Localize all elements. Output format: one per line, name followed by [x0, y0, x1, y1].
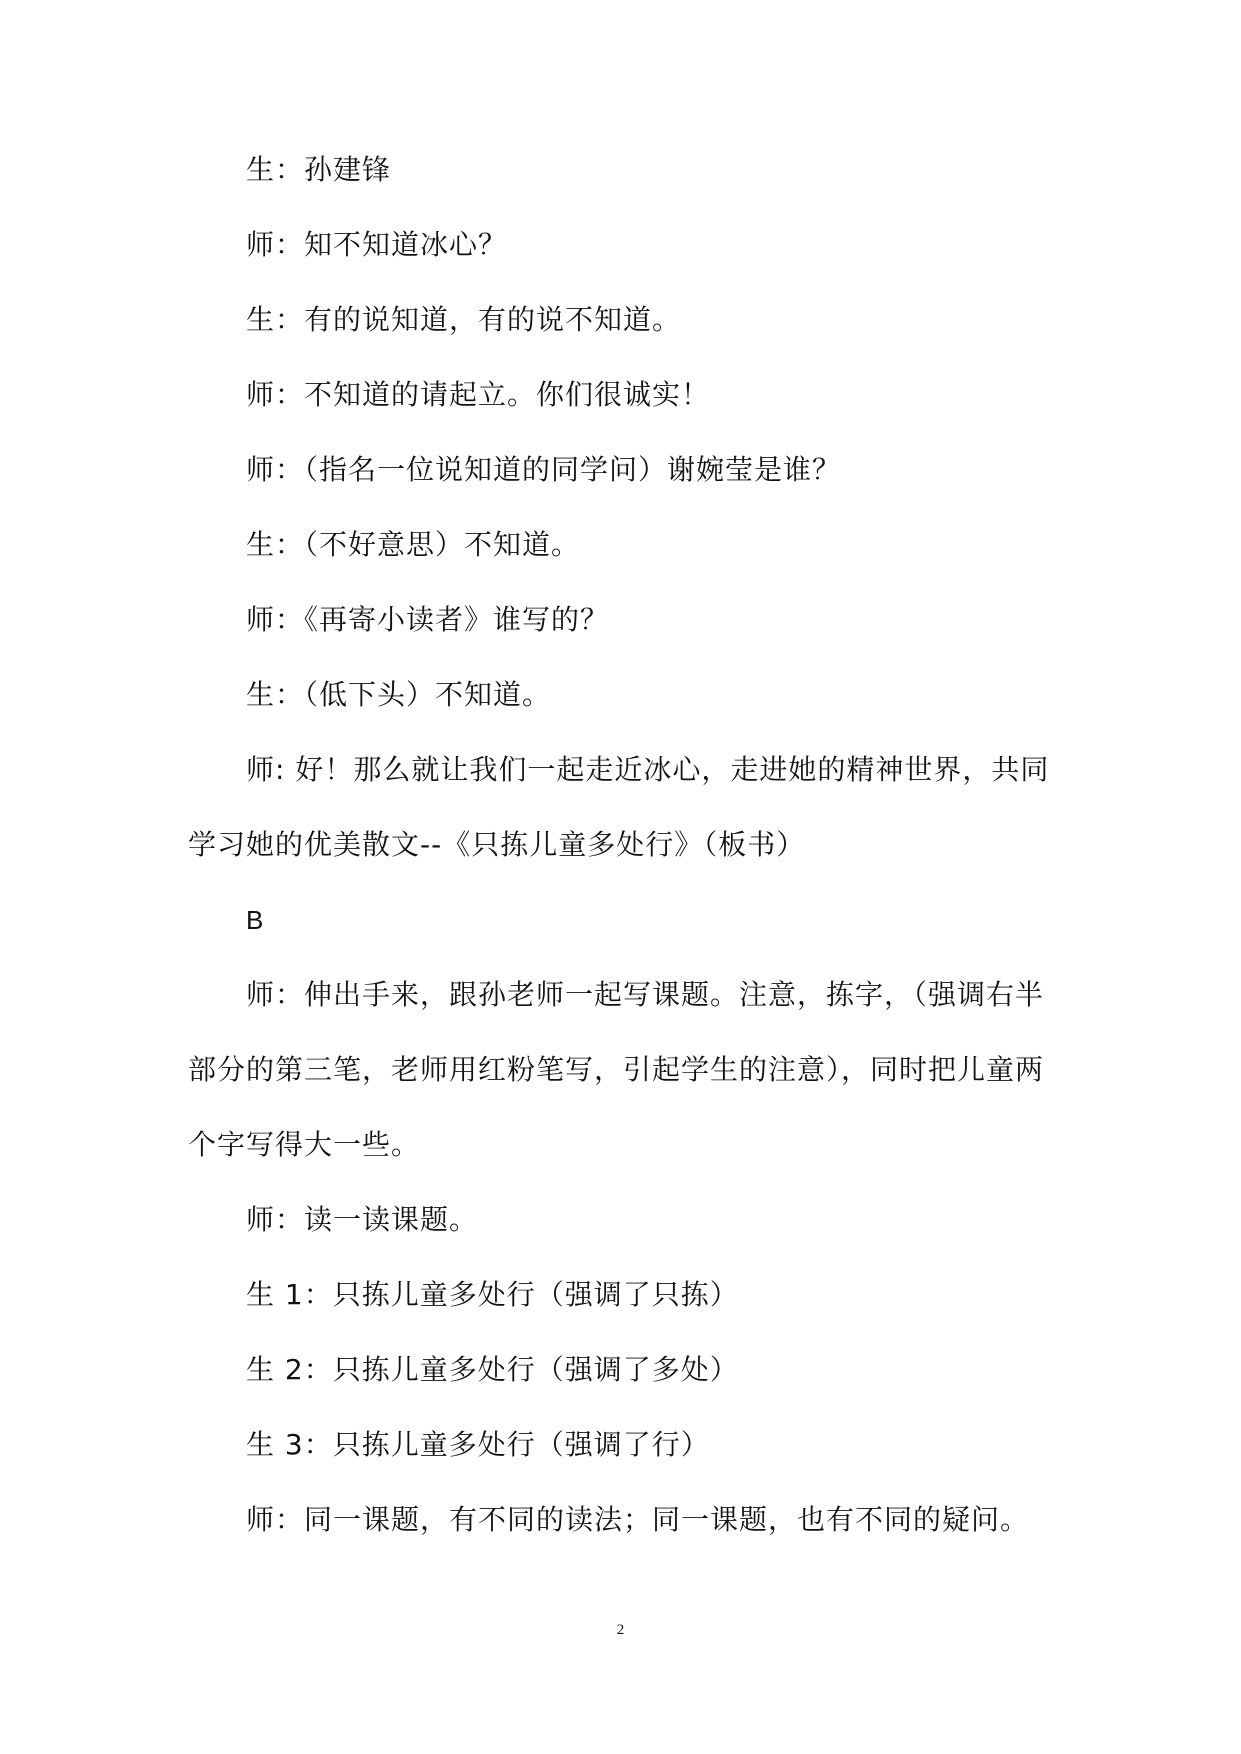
- dialogue-line: 生：有的说知道，有的说不知道。: [246, 303, 682, 336]
- dialogue-line-continued: 学习她的优美散文--《只拣儿童多处行》（板书）: [188, 828, 806, 861]
- dialogue-line: 生：孙建锋: [246, 153, 392, 186]
- dialogue-line: 师：不知道的请起立。你们很诚实！: [246, 378, 711, 411]
- dialogue-line: 生：（低下头）不知道。: [246, 678, 552, 711]
- dialogue-line: 生：（不好意思）不知道。: [246, 528, 581, 561]
- dialogue-line-continued: 个字写得大一些。: [188, 1128, 421, 1161]
- dialogue-line-continued: 部分的第三笔，老师用红粉笔写，引起学生的注意），同时把儿童两: [188, 1053, 1045, 1086]
- dialogue-line: 生 2：只拣儿童多处行（强调了多处）: [246, 1353, 739, 1386]
- dialogue-line: 师: 好！那么就让我们一起走近冰心，走进她的精神世界，共同: [246, 753, 1050, 786]
- page-number: 2: [616, 1622, 625, 1638]
- section-marker: B: [246, 905, 265, 935]
- dialogue-line: 生 3：只拣儿童多处行（强调了行）: [246, 1428, 710, 1461]
- dialogue-line: 师：同一课题，有不同的读法；同一课题，也有不同的疑问。: [246, 1503, 1030, 1536]
- dialogue-line: 师：（指名一位说知道的同学问）谢婉莹是谁？: [246, 453, 842, 486]
- dialogue-line: 师：读一读课题。: [246, 1203, 479, 1236]
- dialogue-line: 师：知不知道冰心？: [246, 228, 508, 261]
- dialogue-line: 生 1：只拣儿童多处行（强调了只拣）: [246, 1278, 739, 1311]
- dialogue-line: 师：伸出手来，跟孙老师一起写课题。注意，拣字，（强调右半: [246, 978, 1045, 1011]
- dialogue-line: 师：《再寄小读者》谁写的？: [246, 603, 610, 636]
